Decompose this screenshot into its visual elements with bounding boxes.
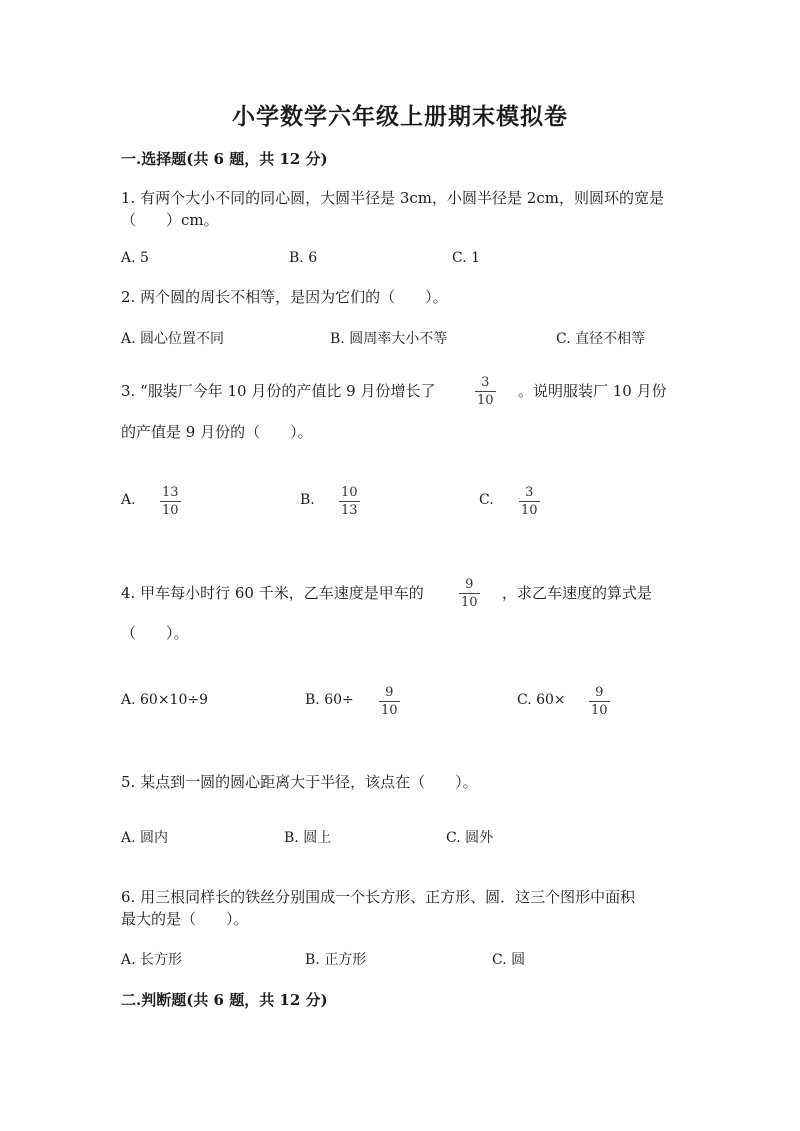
fraction-bar: [475, 391, 496, 392]
question-4-option-a: A. 60×10÷9: [121, 692, 209, 708]
question-2-option-c: C. 直径不相等: [556, 331, 646, 347]
question-4-text-line1b: ，求乙车速度的算式是: [502, 584, 653, 602]
question-3-option-b-fraction: [339, 485, 360, 518]
page-title: 小学数学六年级上册期末模拟卷: [232, 103, 568, 130]
question-5-option-c: C. 圆外: [446, 830, 494, 846]
question-6-option-b: B. 正方形: [305, 952, 367, 968]
fraction-bar: [160, 501, 181, 502]
fraction-denominator: 13: [341, 503, 358, 518]
section-heading-choice: 一.选择题(共 6 题，共 12 分): [121, 150, 328, 168]
question-3-text-line1b: 。说明服装厂 10 月份: [518, 382, 667, 400]
question-1-option-a: A. 5: [121, 250, 149, 266]
fraction-numerator: 3: [481, 375, 490, 390]
question-6-text-line2: 最大的是（ ）。: [121, 910, 249, 928]
question-4-option-c: C. 60×: [517, 692, 566, 708]
fraction-denominator: 10: [461, 595, 478, 610]
question-4-text-line2: （ ）。: [121, 624, 189, 642]
question-3-text-line2: 的产值是 9 月份的（ ）。: [121, 423, 313, 441]
question-1-text-line2: （ ）cm。: [121, 211, 219, 229]
question-3-option-a-fraction: [160, 485, 181, 518]
fraction-denominator: 10: [381, 703, 398, 718]
fraction-numerator: 10: [341, 485, 358, 500]
question-1-text-line1: 1. 有两个大小不同的同心圆，大圆半径是 3cm，小圆半径是 2cm，则圆环的宽是: [121, 189, 664, 207]
question-4-option-b: B. 60÷: [305, 692, 354, 708]
question-4-text-line1a: 4. 甲车每小时行 60 千米，乙车速度是甲车的: [121, 584, 424, 602]
fraction-denominator: 10: [591, 703, 608, 718]
question-6-option-a: A. 长方形: [121, 952, 183, 968]
fraction-numerator: 3: [525, 485, 534, 500]
question-5-text: 5. 某点到一圆的圆心距离大于半径，该点在（ ）。: [121, 773, 478, 791]
fraction-denominator: 10: [521, 503, 538, 518]
fraction-bar: [589, 701, 610, 702]
question-1-option-b: B. 6: [289, 250, 318, 266]
fraction-bar: [459, 593, 480, 594]
question-3-option-c: C.: [479, 492, 494, 508]
question-2-option-b: B. 圆周率大小不等: [330, 331, 448, 347]
fraction-denominator: 10: [477, 393, 494, 408]
question-2-text: 2. 两个圆的周长不相等，是因为它们的（ ）。: [121, 288, 448, 306]
fraction-bar: [339, 501, 360, 502]
section-heading-judgement: 二.判断题(共 6 题，共 12 分): [121, 991, 328, 1009]
fraction-denominator: 10: [162, 503, 179, 518]
question-2-option-a: A. 圆心位置不同: [121, 331, 225, 347]
question-4-option-c-fraction: [589, 685, 610, 718]
question-3-text-line1a: 3. “服装厂今年 10 月份的产值比 9 月份增长了: [121, 382, 436, 400]
question-3-fraction: [475, 375, 496, 408]
question-5-option-b: B. 圆上: [284, 830, 332, 846]
fraction-bar: [379, 701, 400, 702]
fraction-numerator: 9: [465, 577, 474, 592]
question-3-option-b: B.: [300, 492, 315, 508]
fraction-numerator: 9: [385, 685, 394, 700]
question-4-fraction: [459, 577, 480, 610]
question-4-option-b-fraction: [379, 685, 400, 718]
fraction-numerator: 13: [162, 485, 179, 500]
question-6-text-line1: 6. 用三根同样长的铁丝分别围成一个长方形、正方形、圆．这三个图形中面积: [121, 888, 636, 906]
question-6-option-c: C. 圆: [492, 952, 526, 968]
question-1-option-c: C. 1: [452, 250, 481, 266]
question-3-option-a: A.: [121, 492, 136, 508]
question-5-option-a: A. 圆内: [121, 830, 169, 846]
fraction-numerator: 9: [595, 685, 604, 700]
question-3-option-c-fraction: [519, 485, 540, 518]
fraction-bar: [519, 501, 540, 502]
